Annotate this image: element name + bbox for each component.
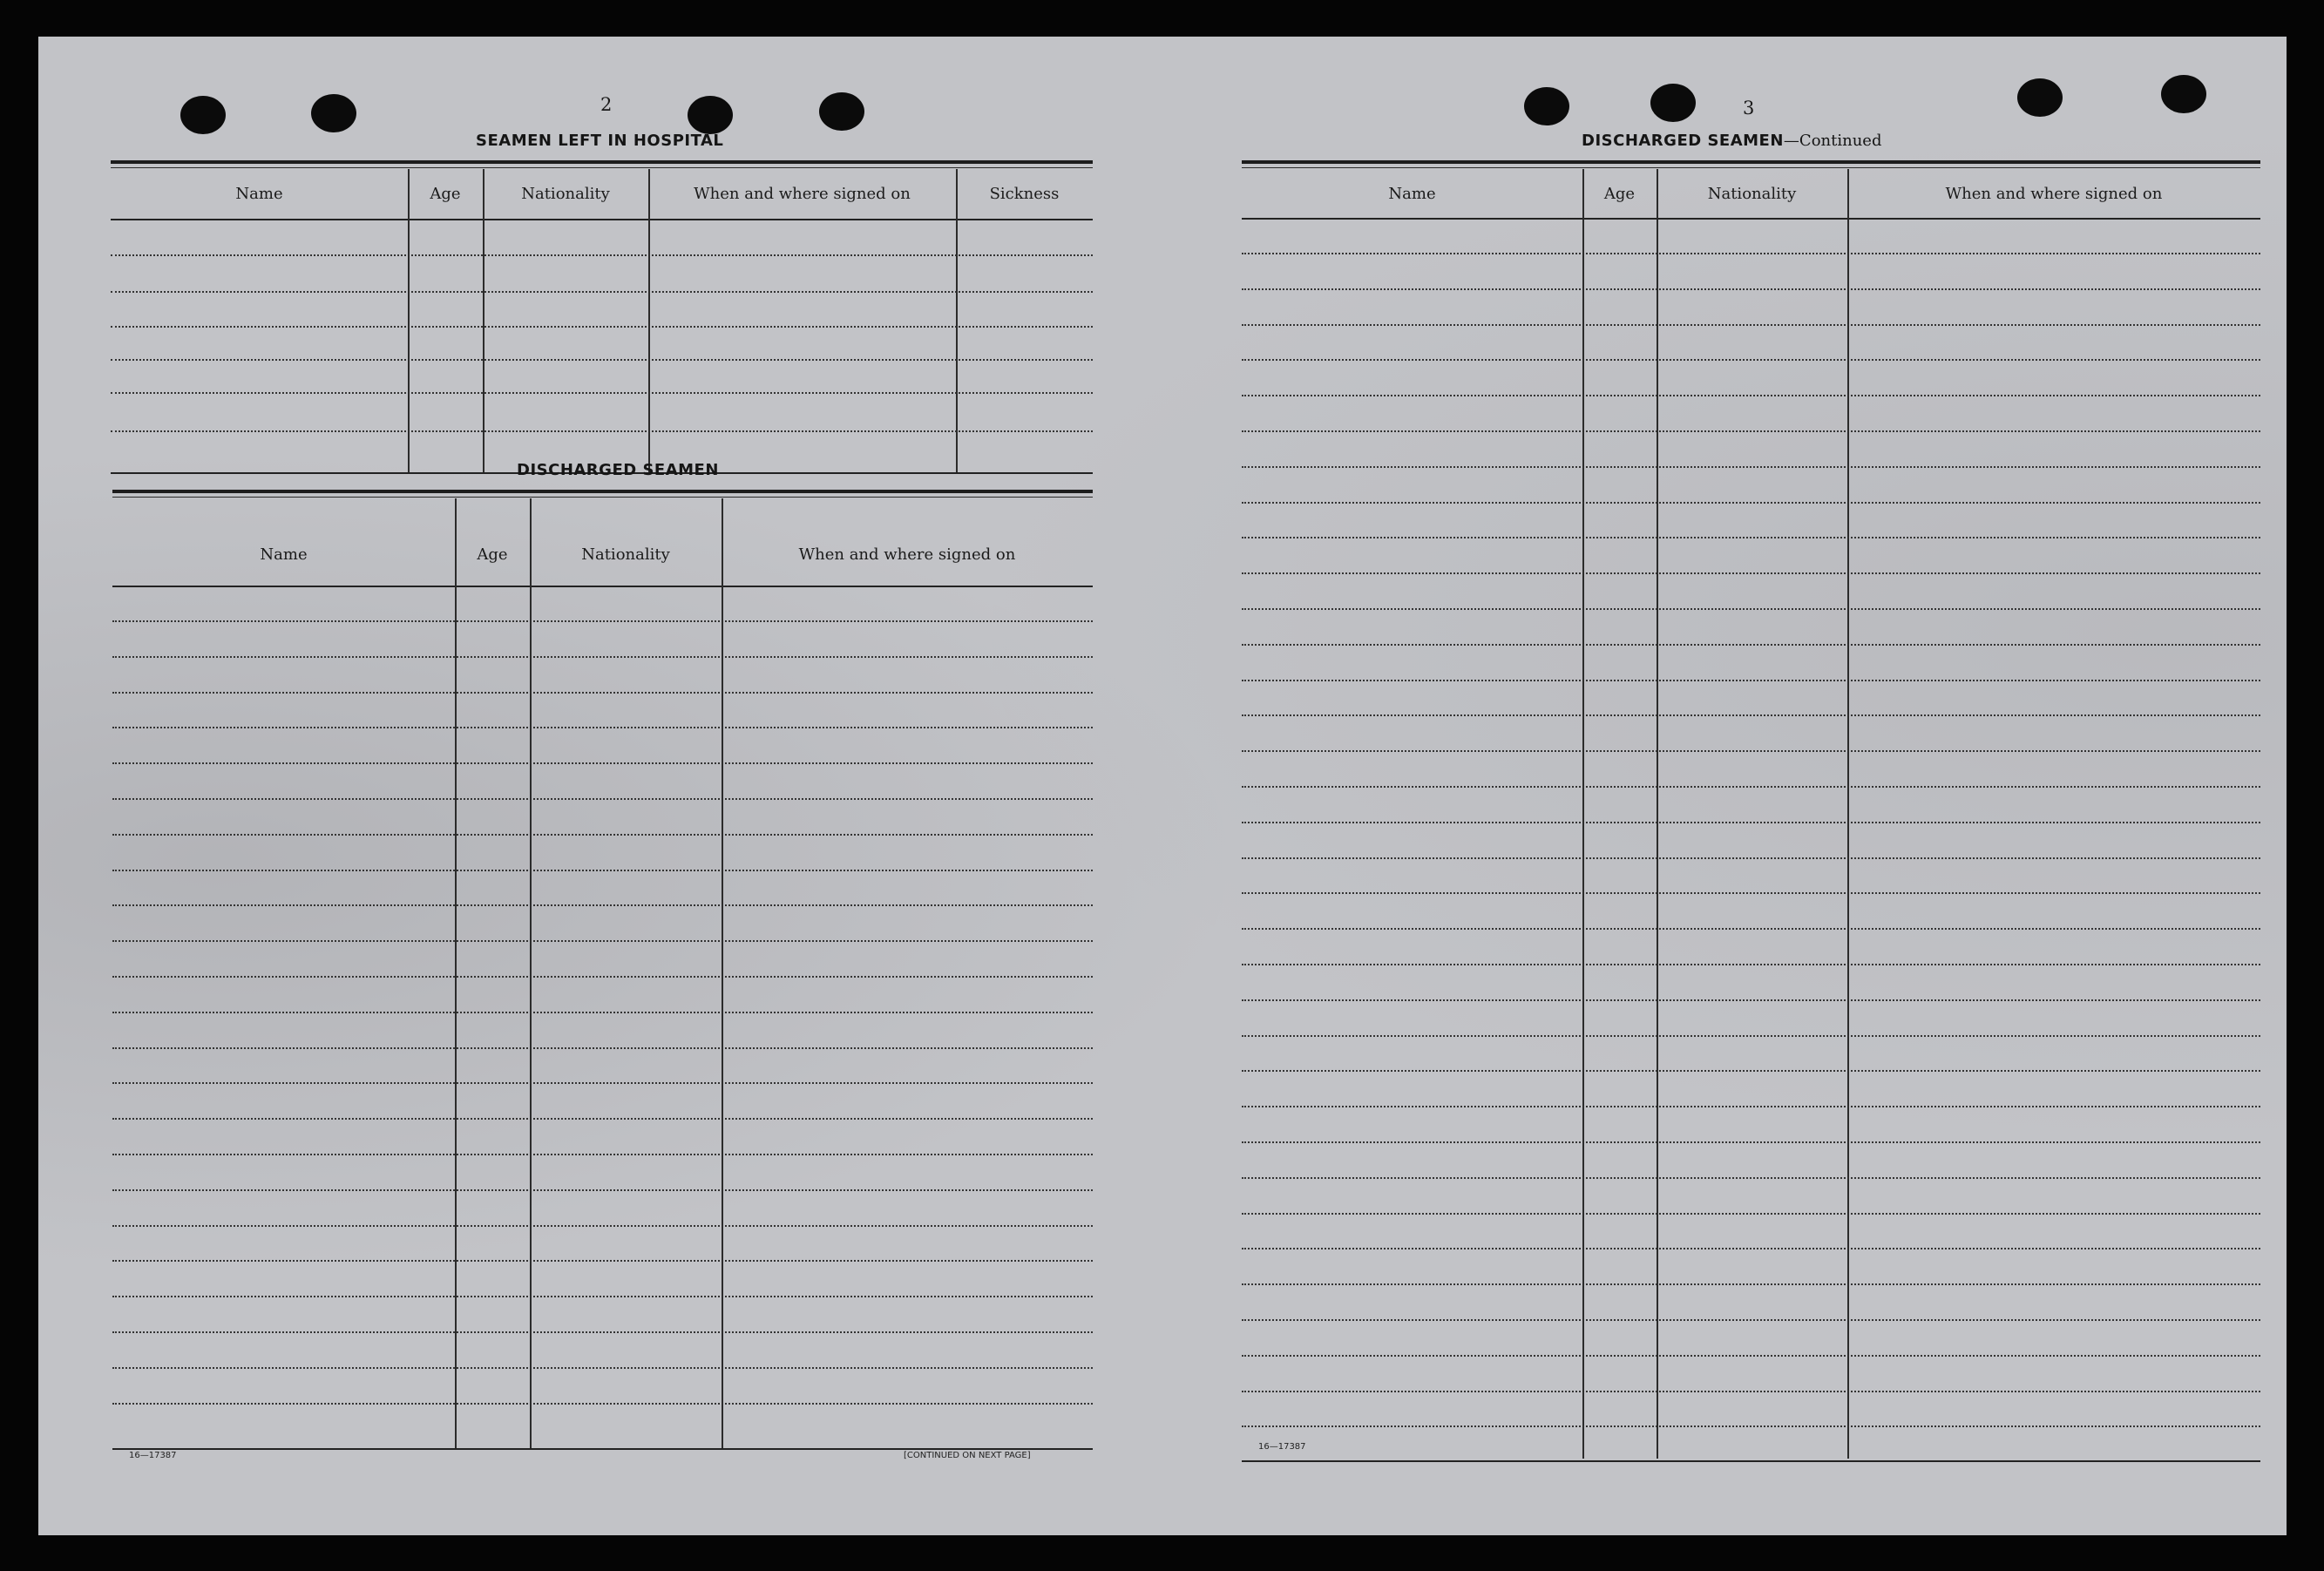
table-row-rule <box>112 1118 1093 1120</box>
punch-hole <box>688 96 733 134</box>
table-row-rule <box>112 656 1093 658</box>
table-row-rule <box>112 1367 1093 1369</box>
table-row-rule <box>1242 395 2260 396</box>
table-row-rule <box>1242 714 2260 716</box>
column-header-nationality: Nationality <box>581 545 670 564</box>
discharged-section-title: DISCHARGED SEAMEN <box>517 461 719 479</box>
column-header-signed-on: When and where signed on <box>694 185 911 203</box>
table-row-rule <box>112 762 1093 764</box>
page-number: 2 <box>600 94 613 115</box>
punch-hole <box>2017 78 2063 117</box>
table-row-rule <box>1242 644 2260 646</box>
column-header-nationality: Nationality <box>1707 185 1797 203</box>
table-row-rule <box>1242 928 2260 930</box>
discharged-continued-title <box>1582 132 1881 150</box>
table-row-rule <box>112 1260 1093 1262</box>
table-row-rule <box>112 692 1093 694</box>
punch-hole <box>2161 75 2206 113</box>
table-row-rule <box>1242 572 2260 574</box>
table-row-rule <box>1242 1177 2260 1179</box>
discharged-continued-table <box>1242 160 2260 1467</box>
table-row-rule <box>1242 1283 2260 1285</box>
table-row-rule <box>1242 288 2260 290</box>
discharged-continued-title-suffix: —Continued <box>1783 132 1882 150</box>
table-row-rule <box>112 940 1093 942</box>
hospital-section-title: SEAMEN LEFT IN HOSPITAL <box>476 132 724 150</box>
table-row-rule <box>1242 1355 2260 1357</box>
table-row-rule <box>1242 680 2260 681</box>
bottom-rule <box>1242 1460 2260 1462</box>
punch-hole <box>180 96 226 134</box>
form-number: 16—17387 <box>1258 1442 1306 1452</box>
table-row-rule <box>1242 750 2260 752</box>
table-row-rule <box>112 1225 1093 1227</box>
table-row-rule <box>112 1296 1093 1297</box>
table-row-rule <box>112 1189 1093 1191</box>
table-row-rule <box>1242 999 2260 1001</box>
discharged-continued-title-main: DISCHARGED SEAMEN <box>1582 132 1784 150</box>
table-row-rule <box>1242 892 2260 894</box>
table-row-rule <box>112 834 1093 836</box>
bottom-rule <box>112 1448 1093 1450</box>
table-row-rule <box>112 976 1093 978</box>
table-row-rule <box>1242 359 2260 361</box>
table-row-rule <box>1242 1319 2260 1321</box>
table-row-rule <box>1242 466 2260 468</box>
header-rule <box>112 586 1093 587</box>
column-header-nationality: Nationality <box>521 185 610 203</box>
table-row-rule <box>1242 1248 2260 1249</box>
table-row-rule <box>112 870 1093 871</box>
table-row-rule <box>1242 430 2260 432</box>
column-header-name: Name <box>1388 185 1436 203</box>
table-row-rule <box>112 1403 1093 1405</box>
column-header-signed-on: When and where signed on <box>1945 185 2163 203</box>
column-header-name: Name <box>260 545 308 564</box>
table-row-rule <box>1242 324 2260 326</box>
table-row-rule <box>1242 1141 2260 1143</box>
document-sheet <box>38 37 2287 1535</box>
column-header-name: Name <box>235 185 283 203</box>
table-row-rule <box>1242 608 2260 610</box>
column-header-age: Age <box>477 545 508 564</box>
column-header-signed-on: When and where signed on <box>798 545 1016 564</box>
table-row-rule <box>1242 1425 2260 1427</box>
table-row-rule <box>112 620 1093 622</box>
table-row-rule <box>1242 1213 2260 1215</box>
table-row-rule <box>112 1082 1093 1084</box>
punch-hole <box>311 94 356 132</box>
form-number: 16—17387 <box>129 1451 177 1460</box>
punch-hole <box>1524 87 1569 125</box>
table-row-rule <box>1242 1035 2260 1037</box>
table-row-rule <box>112 1154 1093 1155</box>
table-row-rule <box>1242 1391 2260 1392</box>
table-row-rule <box>1242 1106 2260 1107</box>
table-row-rule <box>112 727 1093 728</box>
table-row-rule <box>112 1331 1093 1333</box>
table-row-rule <box>112 1012 1093 1013</box>
table-row-rule <box>1242 964 2260 965</box>
table-row-rule <box>1242 502 2260 504</box>
table-row-rule <box>112 1047 1093 1049</box>
table-row-rule <box>1242 537 2260 538</box>
punch-hole <box>819 92 864 131</box>
continued-note: [CONTINUED ON NEXT PAGE] <box>904 1451 1031 1460</box>
punch-hole <box>1650 84 1696 122</box>
header-rule <box>1242 218 2260 220</box>
column-header-age: Age <box>430 185 461 203</box>
table-row-rule <box>1242 857 2260 859</box>
column-header-sickness: Sickness <box>989 185 1060 203</box>
table-row-rule <box>1242 1070 2260 1072</box>
table-row-rule <box>1242 822 2260 823</box>
page-number: 3 <box>1743 98 1755 119</box>
table-row-rule <box>1242 786 2260 788</box>
column-header-age: Age <box>1603 185 1636 203</box>
table-row-rule <box>112 798 1093 800</box>
table-row-rule <box>112 904 1093 906</box>
discharged-table <box>112 490 1093 1483</box>
table-row-rule <box>1242 253 2260 254</box>
hospital-table <box>111 160 1093 476</box>
